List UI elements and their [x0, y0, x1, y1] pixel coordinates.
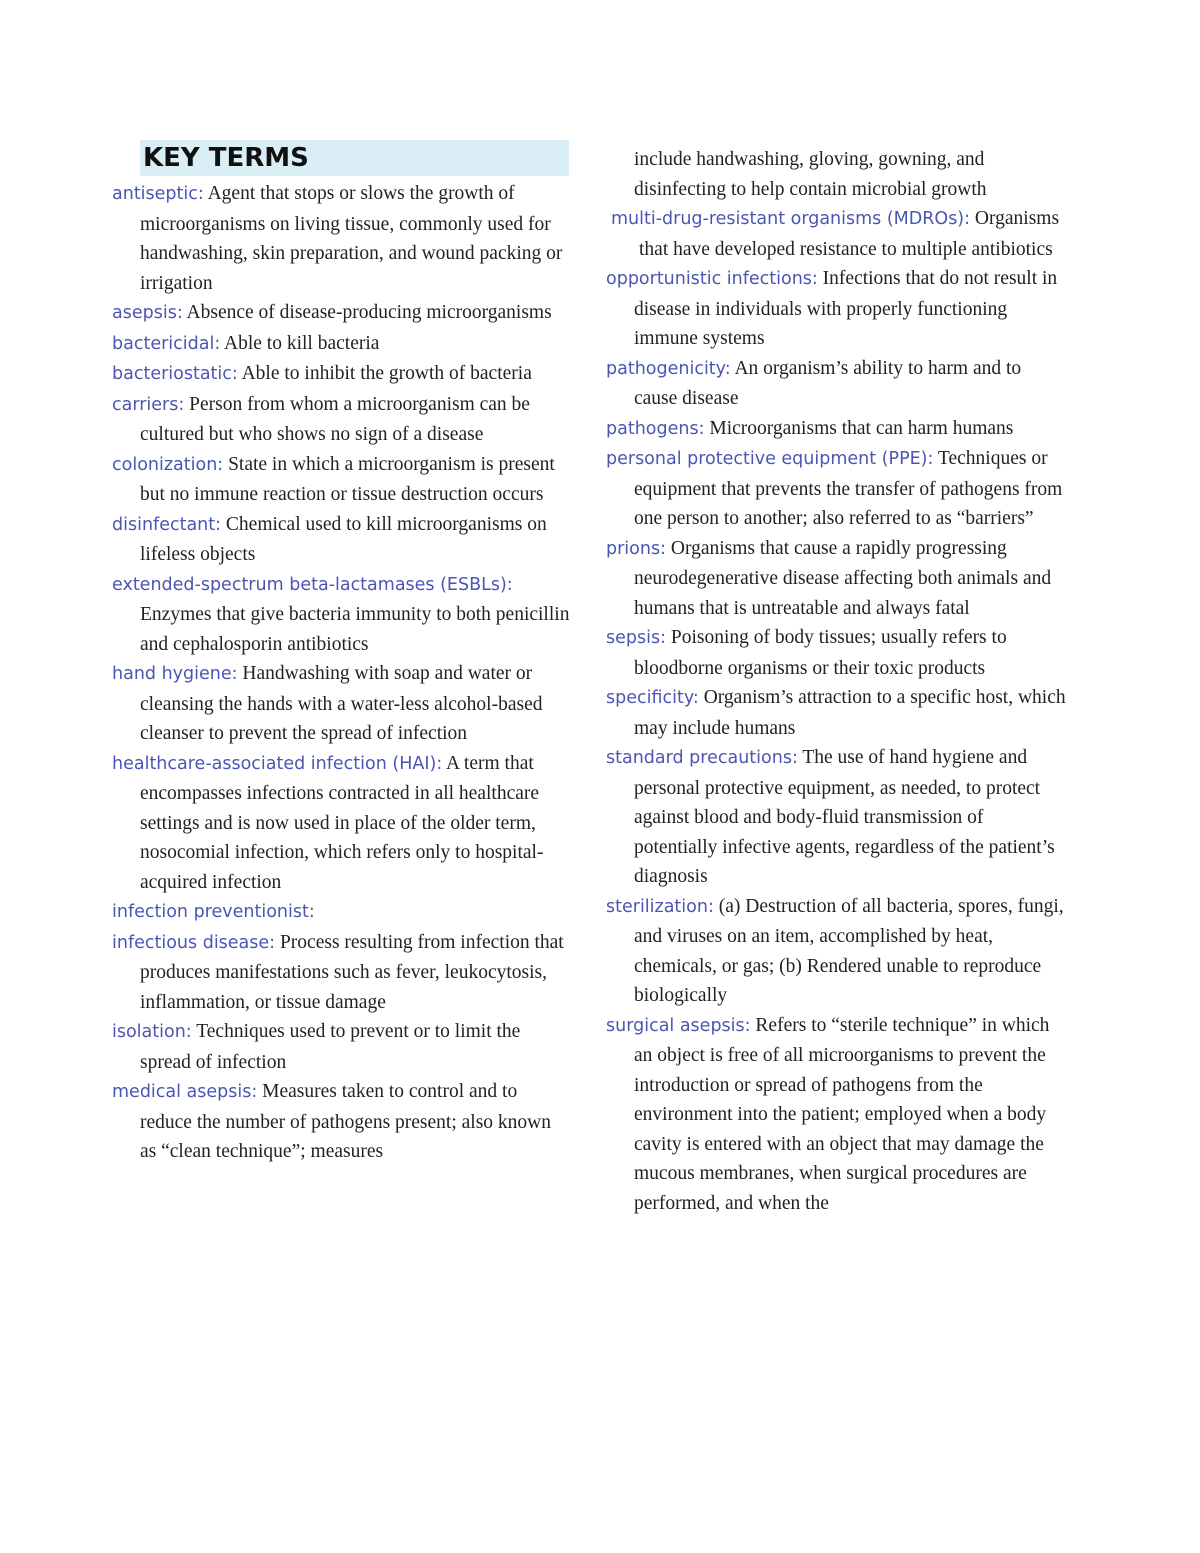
term-entry	[606, 354, 1066, 414]
term-definition: Refers to “sterile technique” in which an object is free of all microorganisms to prevent the introduction or spread of pathogens from the environment into the patient; employed when a body cavity is entered with an object that may damage the mucous membranes, when surgical procedures are performed, and when the	[634, 1014, 1050, 1214]
term-definition: Microorganisms that can harm humans	[704, 417, 1014, 439]
term-definition: Measures taken to control and to reduce the number of pathogens present; also known as “clean technique”; measures	[140, 1081, 552, 1162]
term-definition: Infections that do not result in disease in individuals with properly functioning immune systems	[634, 268, 1058, 349]
term-definition: Absence of disease-producing microorganisms	[182, 302, 552, 323]
term-name: opportunistic infections:	[606, 269, 818, 289]
term-entry	[606, 683, 1066, 743]
term-name: specificity:	[606, 688, 699, 708]
term-name: hand hygiene:	[112, 664, 238, 684]
right-column	[606, 145, 1066, 1218]
term-entry	[112, 749, 570, 898]
term-definition: The use of hand hygiene and personal protective equipment, as needed, to protect against blood and body-fluid transmission of potentially infective agents, regardless of the patient’s diagnosis	[634, 747, 1055, 887]
term-name: sterilization:	[606, 896, 714, 917]
term-entry	[112, 659, 570, 749]
term-entry	[606, 414, 1066, 445]
term-definition: Enzymes that give bacteria immunity to both penicillin and cephalosporin antibiotics	[140, 604, 570, 655]
term-name: antiseptic:	[112, 184, 204, 204]
term-name: standard precautions:	[606, 748, 798, 768]
left-column	[112, 140, 570, 1167]
term-definition: Organism’s attraction to a specific host, which may include humans	[634, 687, 1066, 739]
term-entry	[112, 1077, 570, 1167]
term-name: surgical asepsis:	[606, 1015, 751, 1036]
term-entry	[112, 359, 570, 390]
term-name: carriers:	[112, 394, 185, 415]
term-definition: (a) Destruction of all bacteria, spores, fungi, and viruses on an item, accomplished by heat, chemicals, or gas; (b) Rendered unable to reproduce biologically	[634, 895, 1064, 1006]
term-entry	[606, 1011, 1066, 1219]
term-definition: Techniques used to prevent or to limit the spread of infection	[140, 1021, 521, 1073]
term-entry	[112, 1017, 570, 1077]
term-entry	[112, 329, 570, 360]
term-name: prions:	[606, 538, 666, 559]
term-definition: Handwashing with soap and water or cleansing the hands with a water-less alcohol-based cleanser to prevent the spread of infection	[140, 663, 543, 744]
term-definition: Person from whom a microorganism can be cultured but who shows no sign of a disease	[140, 393, 530, 445]
term-name: pathogenicity:	[606, 358, 731, 379]
term-name: isolation:	[112, 1022, 192, 1042]
term-name: infectious disease:	[112, 932, 276, 953]
term-name: pathogens:	[606, 418, 705, 439]
term-entry	[112, 179, 570, 298]
term-definition: Able to inhibit the growth of bacteria	[237, 363, 532, 384]
term-entry	[112, 570, 570, 660]
term-entry	[606, 623, 1066, 683]
term-entry	[112, 450, 570, 510]
term-name: sepsis:	[606, 628, 666, 648]
term-definition: Process resulting from infection that produces manifestations such as fever, leukocytosis, inflammation, or tissue damage	[140, 931, 564, 1013]
term-entry	[112, 897, 570, 928]
term-definition: Organisms that have developed resistance to multiple antibiotics	[639, 208, 1060, 260]
term-entry	[112, 510, 570, 570]
term-entry	[112, 298, 570, 329]
term-name: healthcare-associated infection (HAI):	[112, 753, 443, 774]
term-definition: A term that encompasses infections contracted in all healthcare settings and is now used in place of the older term, nosocomial infection, which refers only to hospital-acquired infection	[140, 752, 544, 893]
term-definition: Techniques or equipment that prevents the transfer of pathogens from one person to another; also referred to as “barriers”	[634, 448, 1063, 529]
term-definition: An organism’s ability to harm and to cause disease	[634, 357, 1022, 409]
term-name: colonization:	[112, 454, 224, 475]
page-title: KEY TERMS	[140, 140, 569, 176]
term-entry	[606, 743, 1066, 892]
term-name: disinfectant:	[112, 514, 222, 535]
term-entry	[606, 444, 1066, 534]
continued-definition: include handwashing, gloving, gowning, and disinfecting to help contain microbial growth	[634, 149, 987, 200]
term-definition: Chemical used to kill microorganisms on lifeless objects	[140, 513, 547, 565]
term-definition: State in which a microorganism is present but no immune reaction or tissue destruction occurs	[140, 453, 555, 505]
term-name: multi-drug-resistant organisms (MDROs):	[611, 209, 971, 229]
term-name: asepsis:	[112, 303, 183, 323]
term-entry	[606, 892, 1066, 1011]
term-entry	[611, 204, 1066, 264]
term-entry	[112, 390, 570, 450]
term-name: infection preventionist:	[112, 902, 315, 922]
term-definition: Able to kill bacteria	[220, 332, 380, 354]
term-name: extended-spectrum beta-lactamases (ESBLs):	[112, 574, 513, 595]
term-entry	[112, 928, 570, 1018]
term-definition: Poisoning of body tissues; usually refers to bloodborne organisms or their toxic products	[634, 627, 1007, 679]
term-name: bactericidal:	[112, 333, 221, 354]
term-definition: Agent that stops or slows the growth of microorganisms on living tissue, commonly used for handwashing, skin preparation, and wound packing or irrigation	[140, 183, 563, 294]
term-name: bacteriostatic:	[112, 364, 238, 384]
term-name: medical asepsis:	[112, 1082, 258, 1102]
term-entry	[606, 534, 1066, 624]
term-definition: Organisms that cause a rapidly progressing neurodegenerative disease affecting both animals and humans that is untreatable and always fatal	[634, 537, 1052, 619]
term-name: personal protective equipment (PPE):	[606, 449, 934, 469]
term-entry	[606, 264, 1066, 354]
